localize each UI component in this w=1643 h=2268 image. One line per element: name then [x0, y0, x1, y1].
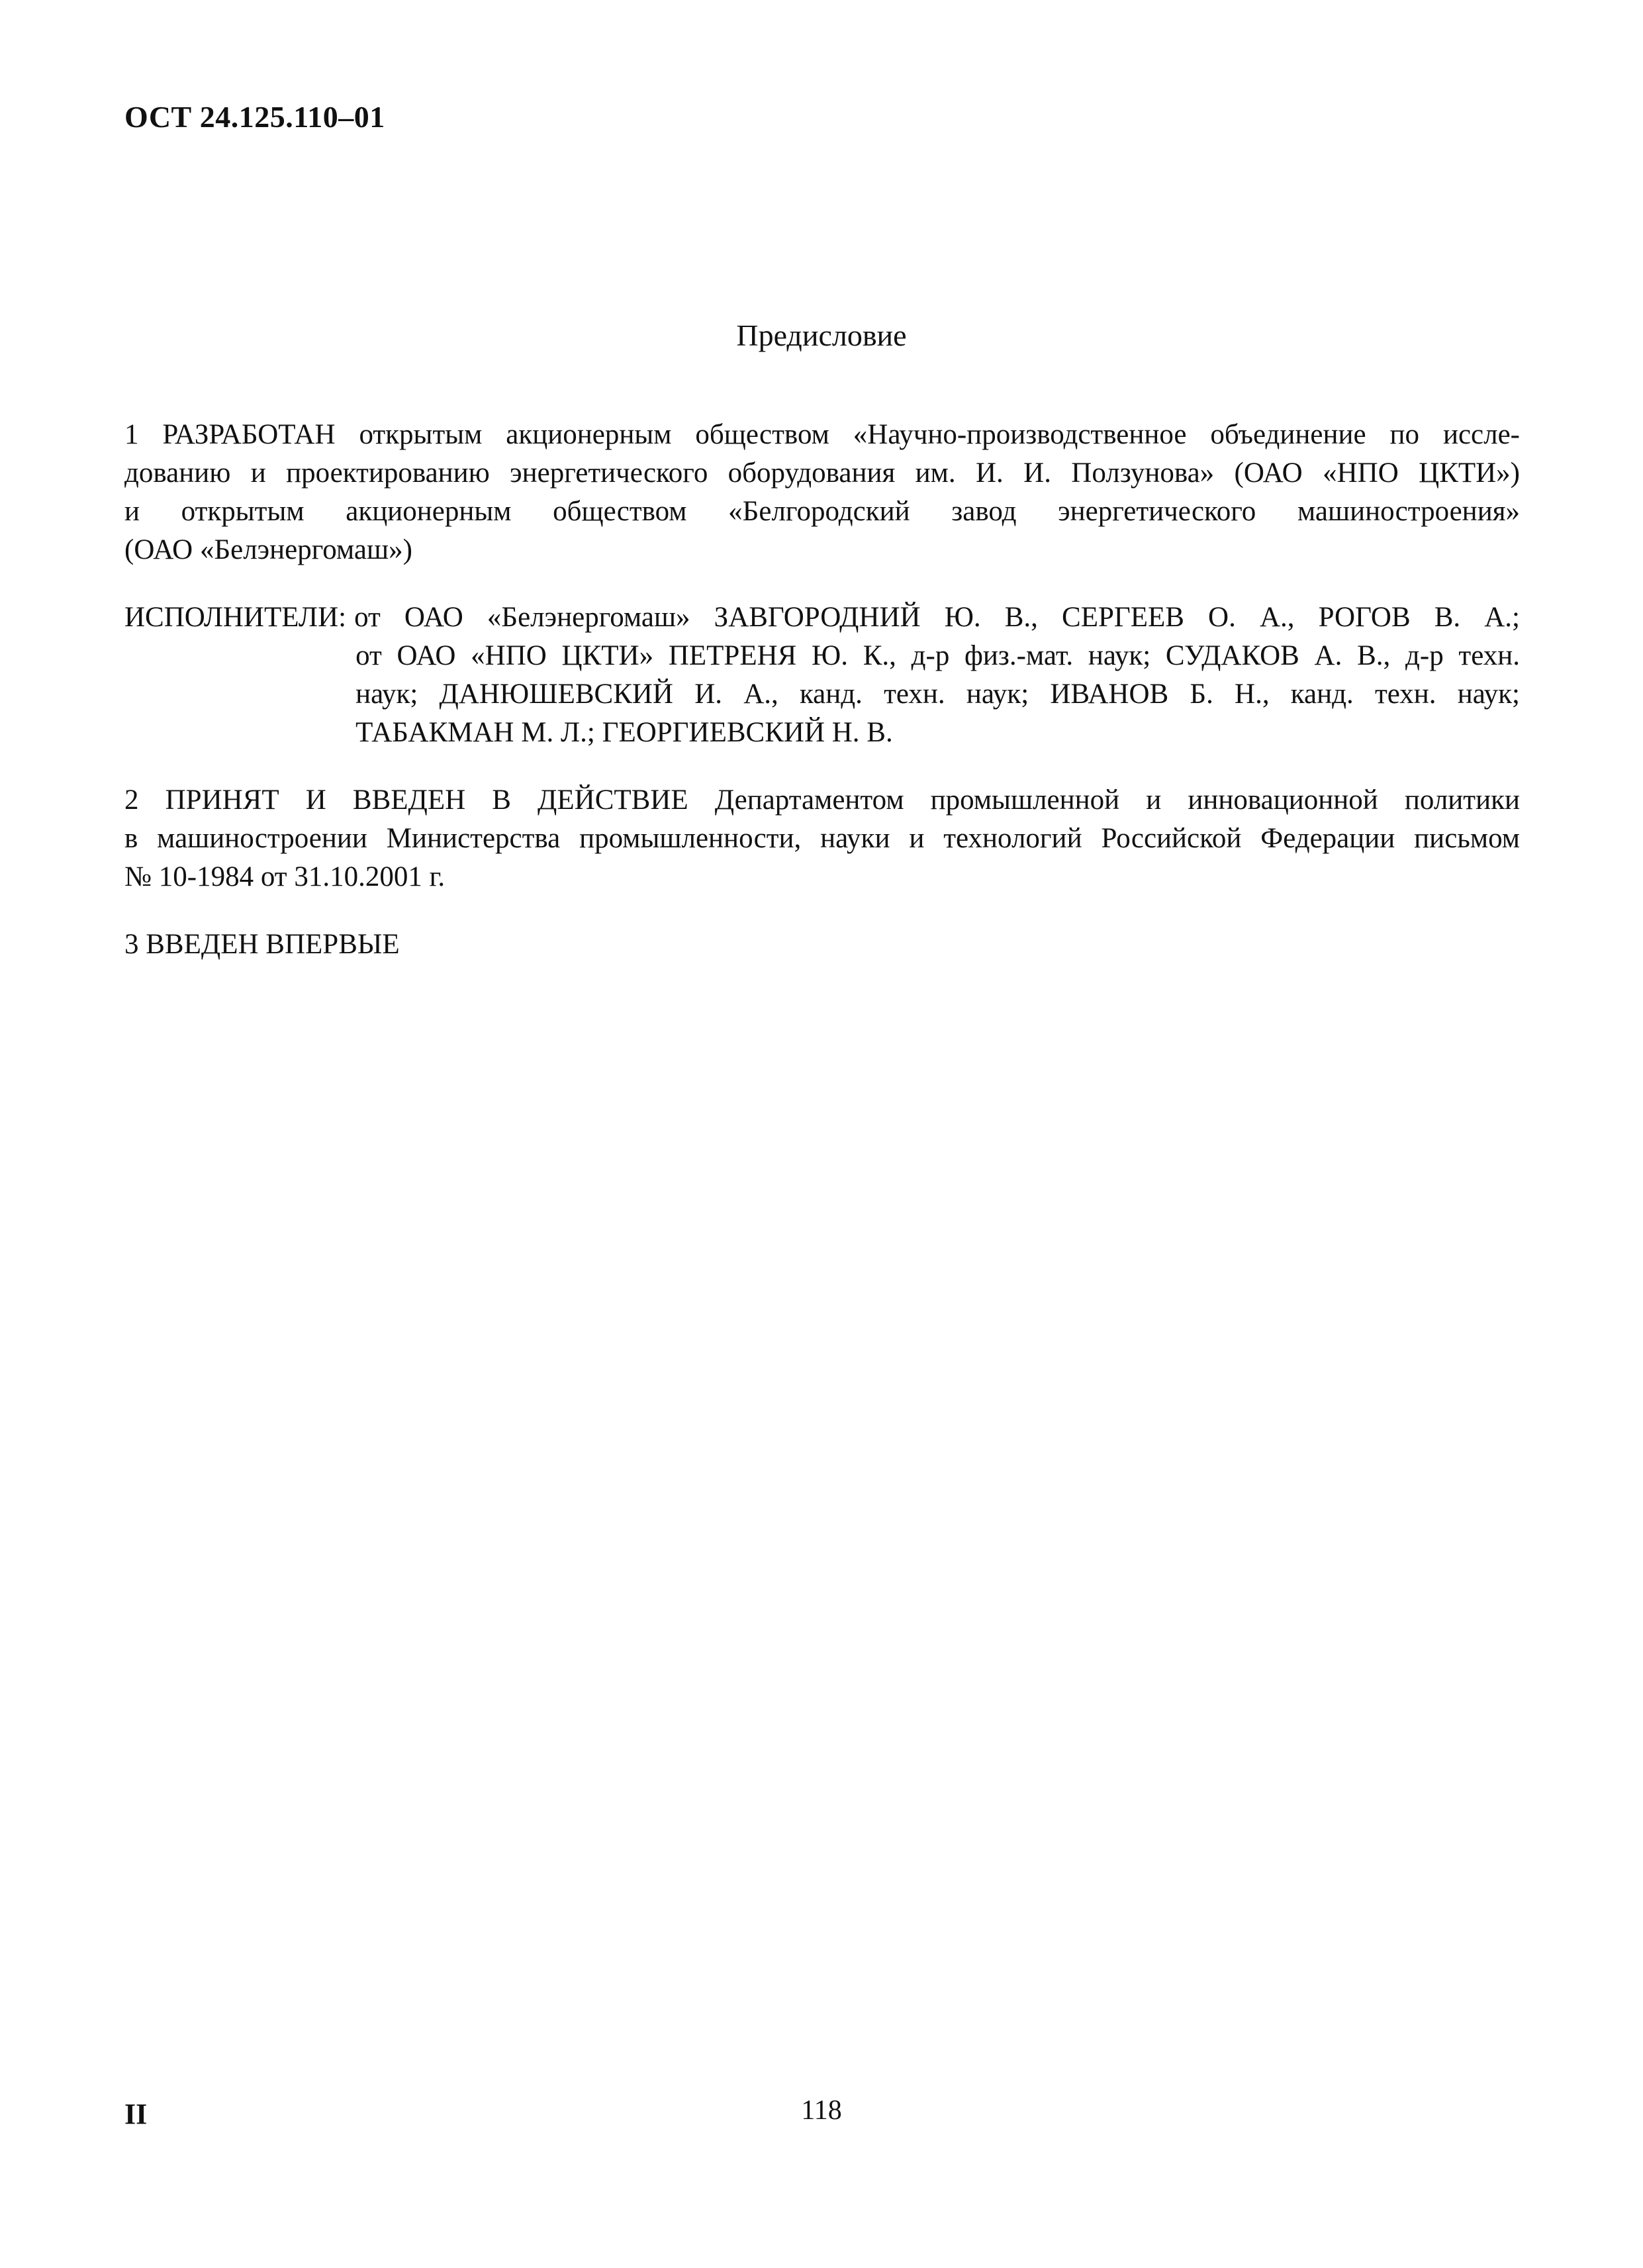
paragraph-line: дованию и проектированию энергетического оборудования им. И. И. Ползунова» (ОАО «НПО ЦКТИ»): [124, 457, 1520, 489]
roman-page-number: II: [124, 2098, 148, 2130]
adopted-paragraph: [124, 781, 1520, 896]
paragraph-line: и открытым акционерным обществом «Белгородский завод энергетического машиностроения»: [124, 496, 1520, 527]
developed-by-paragraph: [124, 416, 1520, 569]
paragraph-line: 1 РАЗРАБОТАН открытым акционерным обществом «Научно-производственное объединение по иссле-: [124, 419, 1520, 450]
paragraph-line: (ОАО «Белэнергомаш»): [124, 534, 412, 565]
paragraph-line: 3 ВВЕДЕН ВПЕРВЫЕ: [124, 929, 400, 960]
executors-block: [124, 598, 1520, 752]
introduced-paragraph: [124, 925, 1520, 964]
paragraph-line: в машиностроении Министерства промышленности, науки и технологий Российской Федерации письмом: [124, 823, 1520, 854]
paragraph-line: 2 ПРИНЯТ И ВВЕДЕН В ДЕЙСТВИЕ Департаментом промышленной и инновационной политики: [124, 784, 1520, 816]
page-number: 118: [801, 2095, 842, 2126]
executors-line: от ОАО «НПО ЦКТИ» ПЕТРЕНЯ Ю. К., д-р физ.-мат. наук; СУДАКОВ А. В., д-р техн.: [355, 640, 1520, 671]
executors-list: [355, 598, 1520, 752]
executors-line: от ОАО «Белэнергомаш» ЗАВГОРОДНИЙ Ю. В., СЕРГЕЕВ О. А., РОГОВ В. А.;: [354, 602, 1520, 633]
document-code: ОСТ 24.125.110–01: [124, 100, 385, 134]
preface-content: [124, 416, 1520, 993]
executors-line: наук; ДАНЮШЕВСКИЙ И. А., канд. техн. наук; ИВАНОВ Б. Н., канд. техн. наук;: [355, 679, 1520, 710]
section-title: Предисловие: [736, 318, 907, 352]
executors-line: ТАБАКМАН М. Л.; ГЕОРГИЕВСКИЙ Н. В.: [355, 717, 893, 748]
executors-label: ИСПОЛНИТЕЛИ:: [124, 602, 347, 633]
paragraph-line: № 10-1984 от 31.10.2001 г.: [124, 861, 446, 892]
